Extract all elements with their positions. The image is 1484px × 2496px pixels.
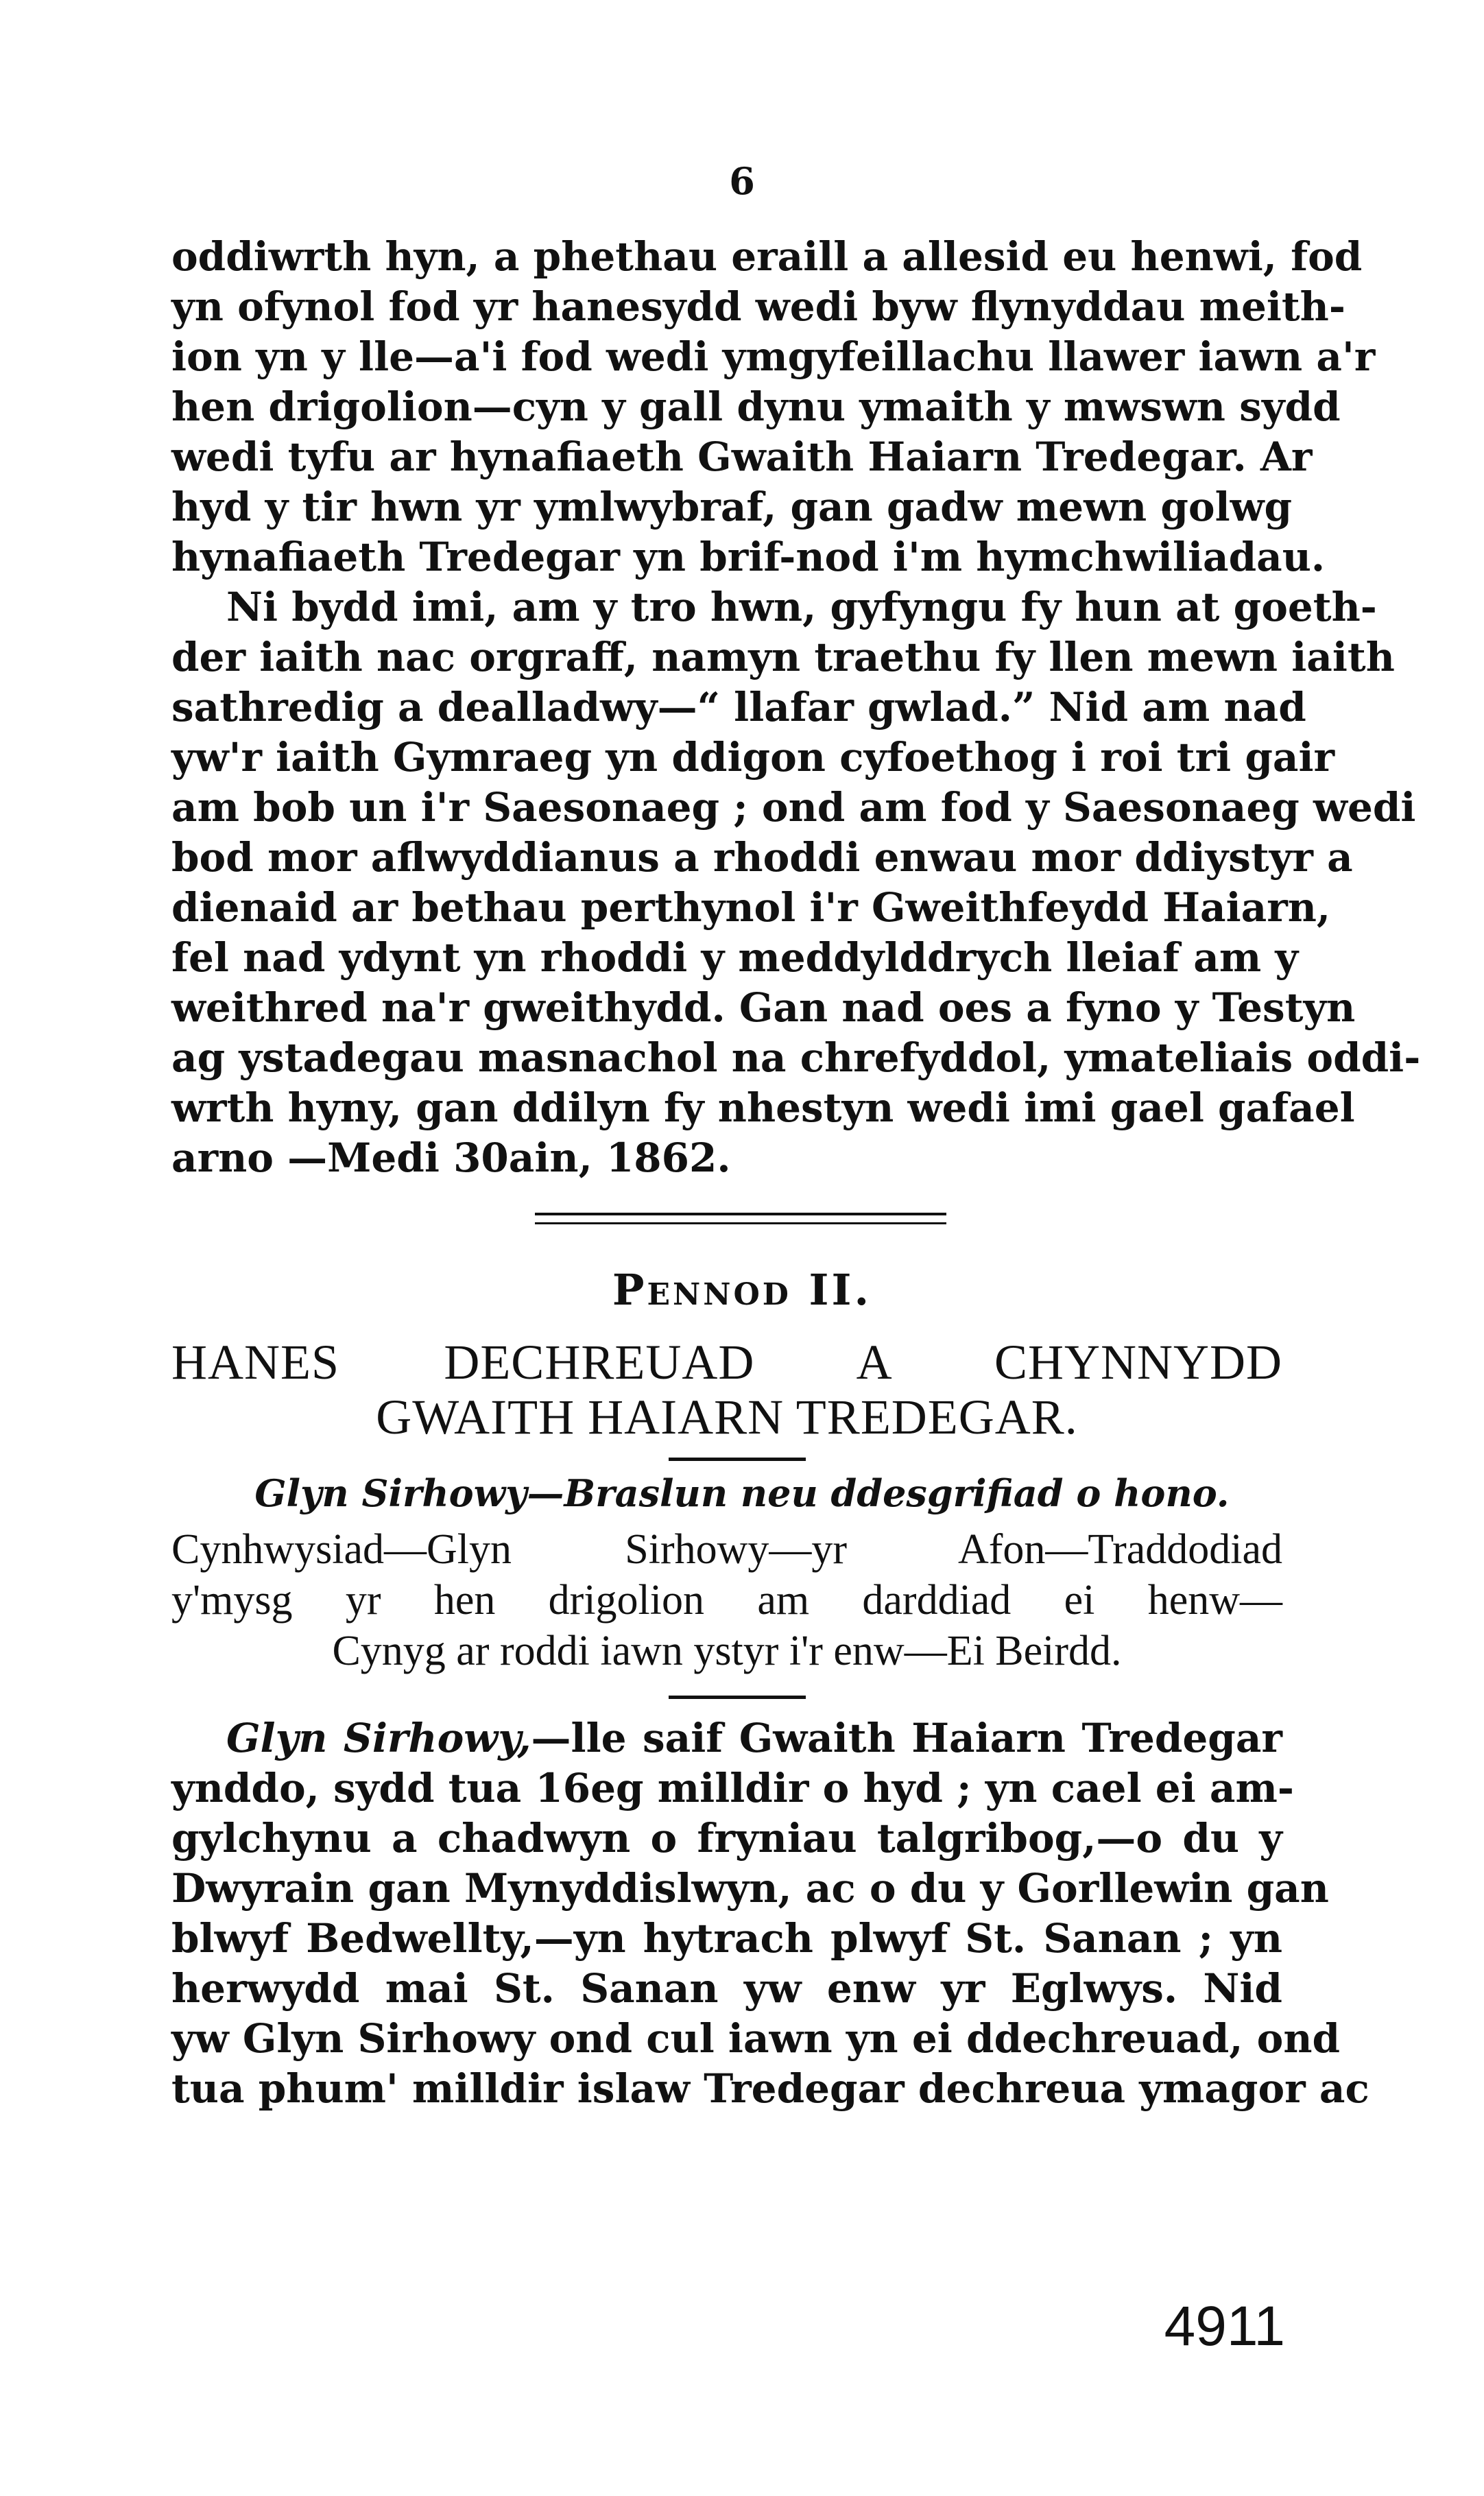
text-line: am bob un i'r Saesonaeg ; ond am fod y Saesonaeg wedi bbox=[171, 784, 1416, 831]
chapter-numeral: II. bbox=[809, 1265, 872, 1315]
text-line: ynddo, sydd tua 16eg milldir o hyd ; yn cael ei am- bbox=[171, 1765, 1294, 1811]
text-line: sathredig a dealladwy—“ llafar gwlad.” Nid am nad bbox=[171, 684, 1306, 730]
contents-line-1: Cynhwysiad—Glyn Sirhowy—yr Afon—Traddodiad bbox=[171, 1526, 1282, 1573]
text-line: herwydd mai St. Sanan yw enw yr Eglwys. Nid bbox=[171, 1965, 1282, 2012]
text-line: weithred na'r gweithydd. Gan nad oes a fyno y Testyn bbox=[171, 984, 1356, 1031]
page-number: 6 bbox=[729, 159, 755, 203]
chapter-label bbox=[0, 1265, 1484, 1315]
text-line: tua phum' milldir islaw Tredegar dechreua ymagor ac bbox=[171, 2065, 1369, 2112]
text-line: wedi tyfu ar hynafiaeth Gwaith Haiarn Tredegar. Ar bbox=[171, 433, 1313, 480]
chapter-subtitle: Glyn Sirhowy—Braslun neu ddesgrifiad o hono. bbox=[254, 1471, 1230, 1515]
text-line: arno —Medi 30ain, 1862. bbox=[171, 1134, 731, 1181]
text-line: hynafiaeth Tredegar yn brif-nod i'm hymchwiliadau. bbox=[171, 534, 1326, 580]
section-divider bbox=[535, 1222, 946, 1224]
text-line: blwyf Bedwellty,—yn hytrach plwyf St. Sanan ; yn bbox=[171, 1915, 1282, 1962]
chapter-label-initial: P bbox=[612, 1265, 647, 1315]
text-line: Dwyrain gan Mynyddislwyn, ac o du y Gorllewin gan bbox=[171, 1865, 1329, 1912]
text-line: ag ystadegau masnachol na chrefyddol, ymateliais oddi- bbox=[171, 1034, 1421, 1081]
lead-rest: —lle saif Gwaith Haiarn Tredegar bbox=[531, 1715, 1282, 1761]
text-line: yw Glyn Sirhowy ond cul iawn yn ei ddechreuad, ond bbox=[171, 2015, 1341, 2062]
contents-rule bbox=[669, 1696, 806, 1699]
contents-line-2: y'mysg yr hen drigolion am darddiad ei henw— bbox=[171, 1577, 1282, 1624]
text-line: yn ofynol fod yr hanesydd wedi byw flynyddau meith- bbox=[171, 283, 1345, 330]
text-line: Ni bydd imi, am y tro hwn, gyfyngu fy hun at goeth- bbox=[226, 584, 1377, 630]
text-line: bod mor aflwyddianus a rhoddi enwau mor ddiystyr a bbox=[171, 834, 1353, 881]
chapter-title-line-1: HANES DECHREUAD A CHYNNYDD bbox=[171, 1335, 1282, 1390]
lead-phrase: Glyn Sirhowy, bbox=[226, 1715, 531, 1761]
text-line: gylchynu a chadwyn o fryniau talgribog,—o du y bbox=[171, 1815, 1282, 1862]
text-line: yw'r iaith Gymraeg yn ddigon cyfoethog i roi tri gair bbox=[171, 734, 1335, 781]
text-line: wrth hyny, gan ddilyn fy nhestyn wedi imi gael gafael bbox=[171, 1084, 1355, 1131]
chapter-title-line-2: GWAITH HAIARN TREDEGAR. bbox=[376, 1390, 1078, 1445]
text-line: oddiwrth hyn, a phethau eraill a allesid eu henwi, fod bbox=[171, 233, 1363, 280]
text-line: dienaid ar bethau perthynol i'r Gweithfeydd Haiarn, bbox=[171, 884, 1331, 931]
section-divider bbox=[535, 1213, 946, 1215]
contents-line-3: Cynyg ar roddi iawn ystyr i'r enw—Ei Beirdd. bbox=[332, 1628, 1122, 1674]
chapter-label-smallcaps: ENNOD bbox=[647, 1277, 791, 1312]
text-line bbox=[226, 1715, 1282, 1761]
text-line: ion yn y lle—a'i fod wedi ymgyfeillachu llawer iawn a'r bbox=[171, 333, 1376, 380]
text-line: fel nad ydynt yn rhoddi y meddylddrych lleiaf am y bbox=[171, 934, 1299, 981]
text-line: der iaith nac orgraff, namyn traethu fy llen mewn iaith bbox=[171, 634, 1395, 680]
title-rule bbox=[669, 1458, 806, 1461]
catalog-number: 4911 bbox=[1164, 2295, 1285, 2357]
text-line: hen drigolion—cyn y gall dynu ymaith y mwswn sydd bbox=[171, 383, 1341, 430]
text-line: hyd y tir hwn yr ymlwybraf, gan gadw mewn golwg bbox=[171, 484, 1293, 530]
